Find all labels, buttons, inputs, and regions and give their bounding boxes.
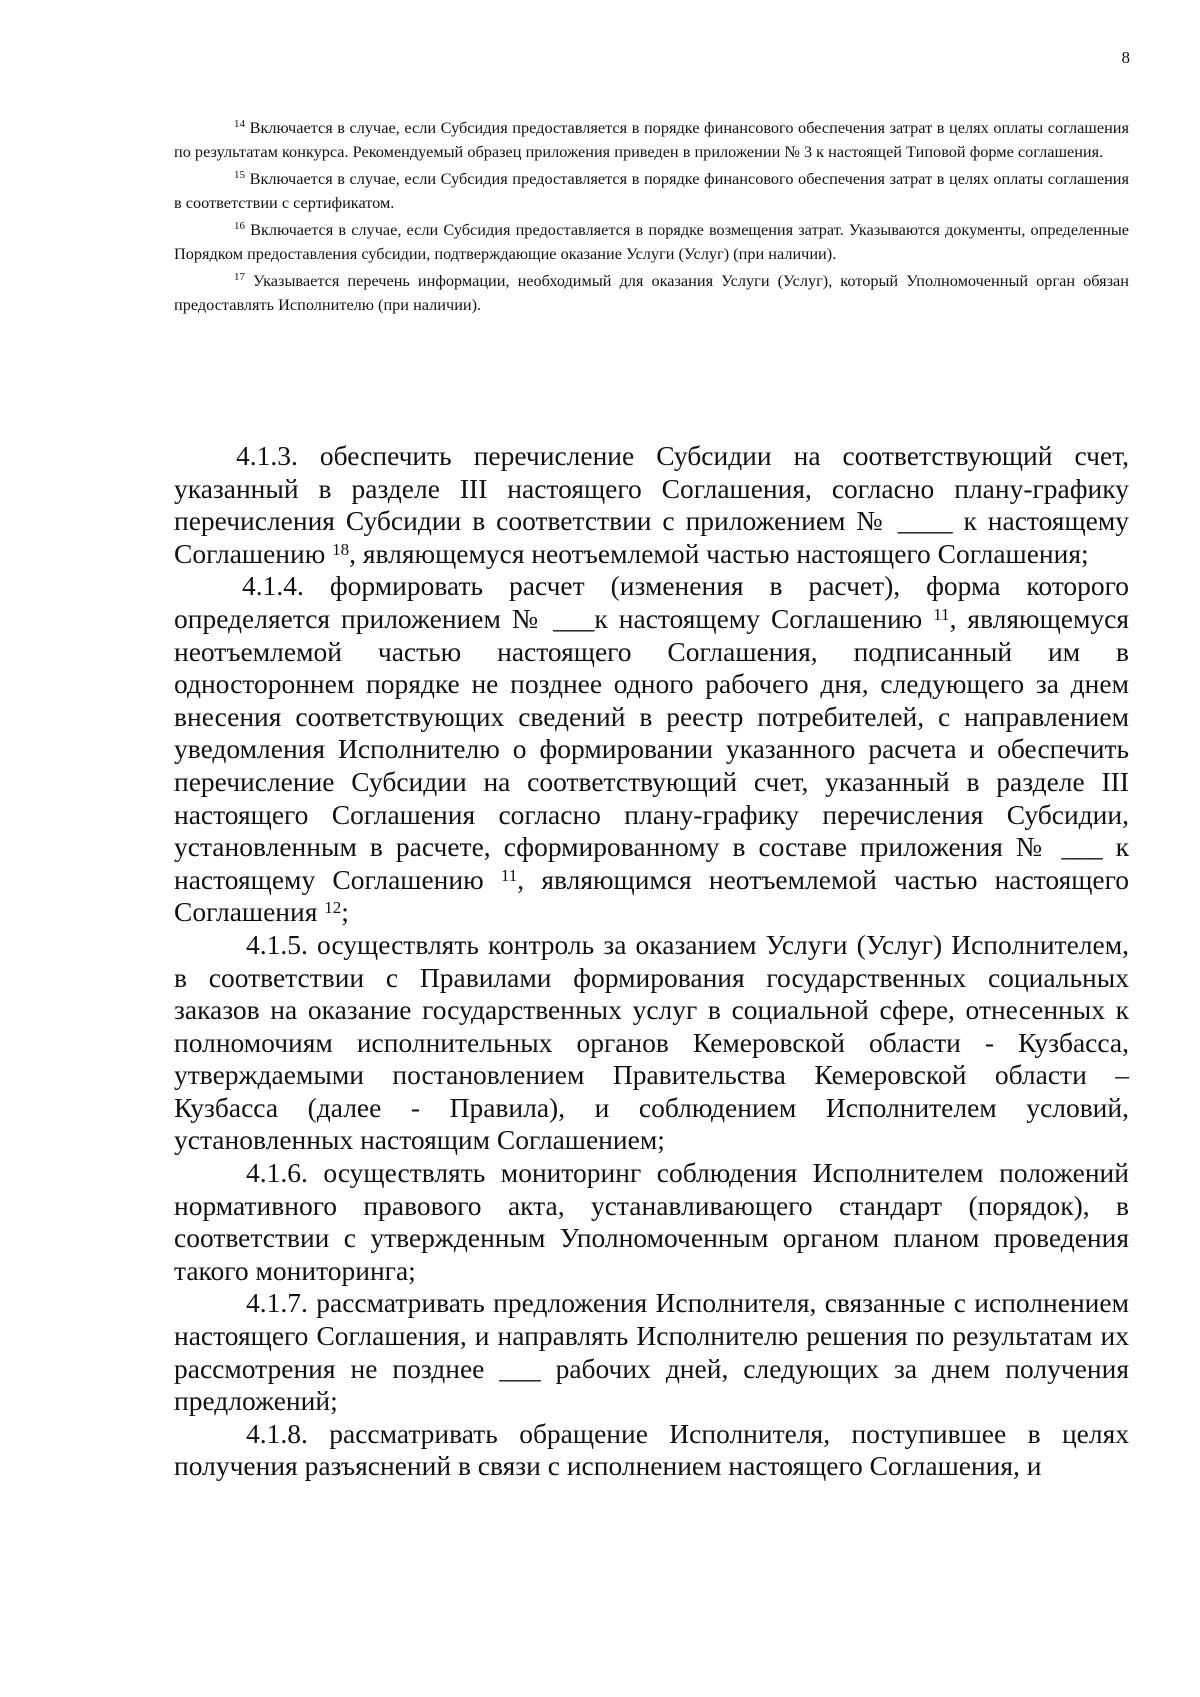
clause-text: 4.1.3. обеспечить перечисление Субсидии на соответствующий счет, указанный в разделе III настоящего Соглашения, согласно плану-графику перечисления Субсидии в соответствии с приложением № ____ к настоящему Соглашению — [174, 440, 1129, 569]
clause-4-1-4 — [174, 570, 1129, 929]
clause-text: , являющемуся неотъемлемой частью настоящего Соглашения; — [349, 537, 1089, 569]
footnote-number: 14 — [234, 118, 245, 130]
footnote-ref: 12 — [324, 898, 342, 918]
footnote-number: 17 — [234, 271, 245, 283]
footnote-text: Включается в случае, если Субсидия предоставляется в порядке возмещения затрат. Указываются документы, определенные Порядком предоставления субсидии, подтверждающие оказание Услуги (Услуг) (при наличии). — [174, 220, 1129, 263]
footnote-number: 15 — [234, 169, 245, 181]
footnote-17 — [174, 269, 1129, 316]
footnote-16 — [174, 218, 1129, 265]
footnote-text: Включается в случае, если Субсидия предоставляется в порядке финансового обеспечения затрат в целях оплаты соглашения по результатам конкурса. Рекомендуемый образец приложения приведен в приложении № 3 к настоящей Типовой форме соглашения. — [174, 118, 1129, 161]
page-number: 8 — [1121, 48, 1130, 67]
clause-text: , являющемуся неотъемлемой частью настоящего Соглашения, подписанный им в одностороннем порядке не позднее одного рабочего дня, следующего за днем внесения соответствующих сведений в реестр потребителей, с направлением уведомления Исполнителю о формировании указанного расчета и обеспечить перечисление Субсидии на соответствующий счет, указанный в разделе III настоящего Соглашения согласно плану-графику перечисления Субсидии, установленным в расчете, сформированному в составе приложения № ___ к настоящему Соглашению — [174, 602, 1129, 895]
clause-text: ; — [341, 896, 349, 928]
footnote-text: Указывается перечень информации, необходимый для оказания Услуги (Услуг), который Уполномоченный орган обязан предоставлять Исполнителю (при наличии). — [174, 271, 1129, 314]
clause-4-1-6: 4.1.6. осуществлять мониторинг соблюдения Исполнителем положений нормативного правового акта, устанавливающего стандарт (порядок), в соответствии с утвержденным Уполномоченным органом планом проведения такого мониторинга; — [174, 1157, 1129, 1286]
footnote-ref: 18 — [332, 539, 350, 559]
footnote-ref: 11 — [500, 865, 518, 885]
footnotes-section — [174, 116, 1129, 320]
clause-4-1-7: 4.1.7. рассматривать предложения Исполнителя, связанные с исполнением настоящего Соглашения, и направлять Исполнителю решения по результатам их рассмотрения не позднее ___ рабочих дней, следующих за днем получения предложений; — [174, 1287, 1129, 1417]
footnote-15 — [174, 167, 1129, 214]
footnote-14 — [174, 116, 1129, 163]
agreement-clauses — [174, 440, 1129, 1483]
clause-text: , являющимся неотъемлемой частью настоящего Соглашения — [174, 863, 1129, 928]
footnote-text: Включается в случае, если Субсидия предоставляется в порядке финансового обеспечения затрат в целях оплаты соглашения в соответствии с сертификатом. — [174, 169, 1129, 212]
clause-4-1-8: 4.1.8. рассматривать обращение Исполнителя, поступившее в целях получения разъяснений в связи с исполнением настоящего Соглашения, и — [174, 1417, 1129, 1482]
footnote-ref: 11 — [933, 604, 950, 624]
clause-text: 4.1.4. формировать расчет (изменения в расчет), форма которого определяется приложением № ___к настоящему Соглашению — [174, 570, 1129, 634]
clause-4-1-3 — [174, 440, 1129, 570]
footnote-number: 16 — [234, 220, 245, 232]
clause-4-1-5: 4.1.5. осуществлять контроль за оказанием Услуги (Услуг) Исполнителем, в соответствии с Правилами формирования государственных социальных заказов на оказание государственных услуг в социальной сфере, отнесенных к полномочиям исполнительных органов Кемеровской области - Кузбасса, утверждаемыми постановлением Правительства Кемеровской области – Кузбасса (далее - Правила), и соблюдением Исполнителем условий, установленных настоящим Соглашением; — [174, 928, 1129, 1156]
